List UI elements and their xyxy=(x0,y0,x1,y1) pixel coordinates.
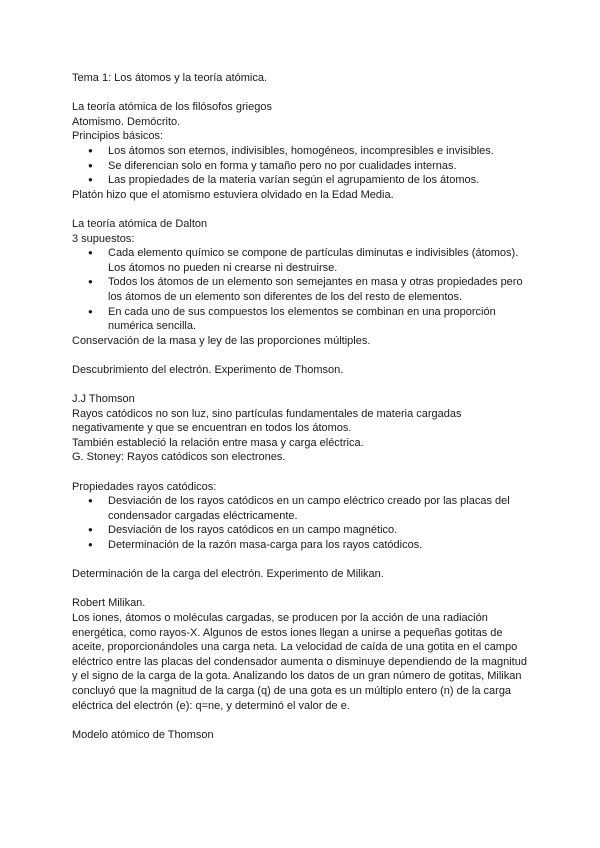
rays-list xyxy=(72,494,532,552)
electron-heading: Descubrimiento del electrón. Experimento de Thomson. xyxy=(72,363,344,376)
rays-heading: Propiedades rayos catódicos: xyxy=(72,480,217,493)
list-item: ● Todos los átomos de un elemento son semejantes en masa y otras propiedades pero los átomos de un elemento son diferentes de los del resto de elementos. xyxy=(72,275,532,304)
spacer xyxy=(72,202,532,217)
greeks-heading: La teoría atómica de los filósofos griegos xyxy=(72,101,272,114)
spacer xyxy=(72,348,532,363)
list-item: ● Determinación de la razón masa-carga para los rayos catódicos. xyxy=(72,538,532,553)
greeks-closing: Platón hizo que el atomismo estuviera olvidado en la Edad Media. xyxy=(72,188,394,201)
list-item: ● Cada elemento químico se compone de partículas diminutas e indivisibles (átomos). Los átomos no pueden ni crearse ni destruirse. xyxy=(72,246,532,275)
spacer xyxy=(72,713,532,728)
dalton-heading: La teoría atómica de Dalton xyxy=(72,217,208,230)
list-item: ● En cada uno de sus compuestos los elementos se combinan en una proporción numérica sencilla. xyxy=(72,305,532,334)
milikan-paragraph: Los iones, átomos o moléculas cargadas, se producen por la acción de una radiación energética, como rayos-X. Algunos de estos iones llegan a unirse a pequeñas gotitas de aceite, proporcionándoles una carga neta. La velocidad de caída de una gotita en el campo eléctrico entre las placas del condensador aumenta o disminuye dependiendo de la magnitud y el signo de la carga de la gota. Analizando los datos de un gran número de gotitas, Milikan concluyó que la magnitud de la carga (q) de una gota es un múltiplo entero (n) de la carga eléctrica del electrón (e): q=ne, y determinó el valor de e. xyxy=(72,611,527,712)
list-item: ● Los átomos son eternos, indivisibles, homogéneos, incompresibles e invisibles. xyxy=(72,144,532,159)
thomson-paragraph: G. Stoney: Rayos catódicos son electrones. xyxy=(72,451,286,464)
list-item: ● Desviación de los rayos catódicos en un campo magnético. xyxy=(72,523,532,538)
thomson-heading: J.J Thomson xyxy=(72,393,135,406)
list-item: ● Se diferencian solo en forma y tamaño pero no por cualidades internas. xyxy=(72,159,532,174)
milikan-heading: Robert Milikan. xyxy=(72,597,146,610)
spacer xyxy=(72,86,532,101)
greeks-principles-label: Principios básicos: xyxy=(72,130,164,143)
list-item: ● Desviación de los rayos catódicos en un campo eléctrico creado por las placas del condensador cargadas eléctricamente. xyxy=(72,494,532,523)
greeks-principles-list xyxy=(72,144,532,188)
thomson-paragraph: Rayos catódicos no son luz, sino partículas fundamentales de materia cargadas negativamente y que se encuentran en todos los átomos. xyxy=(72,407,462,435)
spacer xyxy=(72,553,532,568)
spacer xyxy=(72,465,532,480)
greeks-atomism: Atomismo. Demócrito. xyxy=(72,115,181,128)
dalton-intro: 3 supuestos: xyxy=(72,232,135,245)
dalton-list xyxy=(72,246,532,334)
thomson-paragraph: También estableció la relación entre masa y carga eléctrica. xyxy=(72,436,364,449)
dalton-closing: Conservación de la masa y ley de las proporciones múltiples. xyxy=(72,334,371,347)
document-page xyxy=(72,71,532,742)
spacer xyxy=(72,582,532,597)
list-item: ● Las propiedades de la materia varían según el agrupamiento de los átomos. xyxy=(72,173,532,188)
model-heading: Modelo atómico de Thomson xyxy=(72,728,214,741)
charge-heading: Determinación de la carga del electrón. Experimento de Milikan. xyxy=(72,568,384,581)
spacer xyxy=(72,377,532,392)
document-title: Tema 1: Los átomos y la teoría atómica. xyxy=(72,72,268,84)
